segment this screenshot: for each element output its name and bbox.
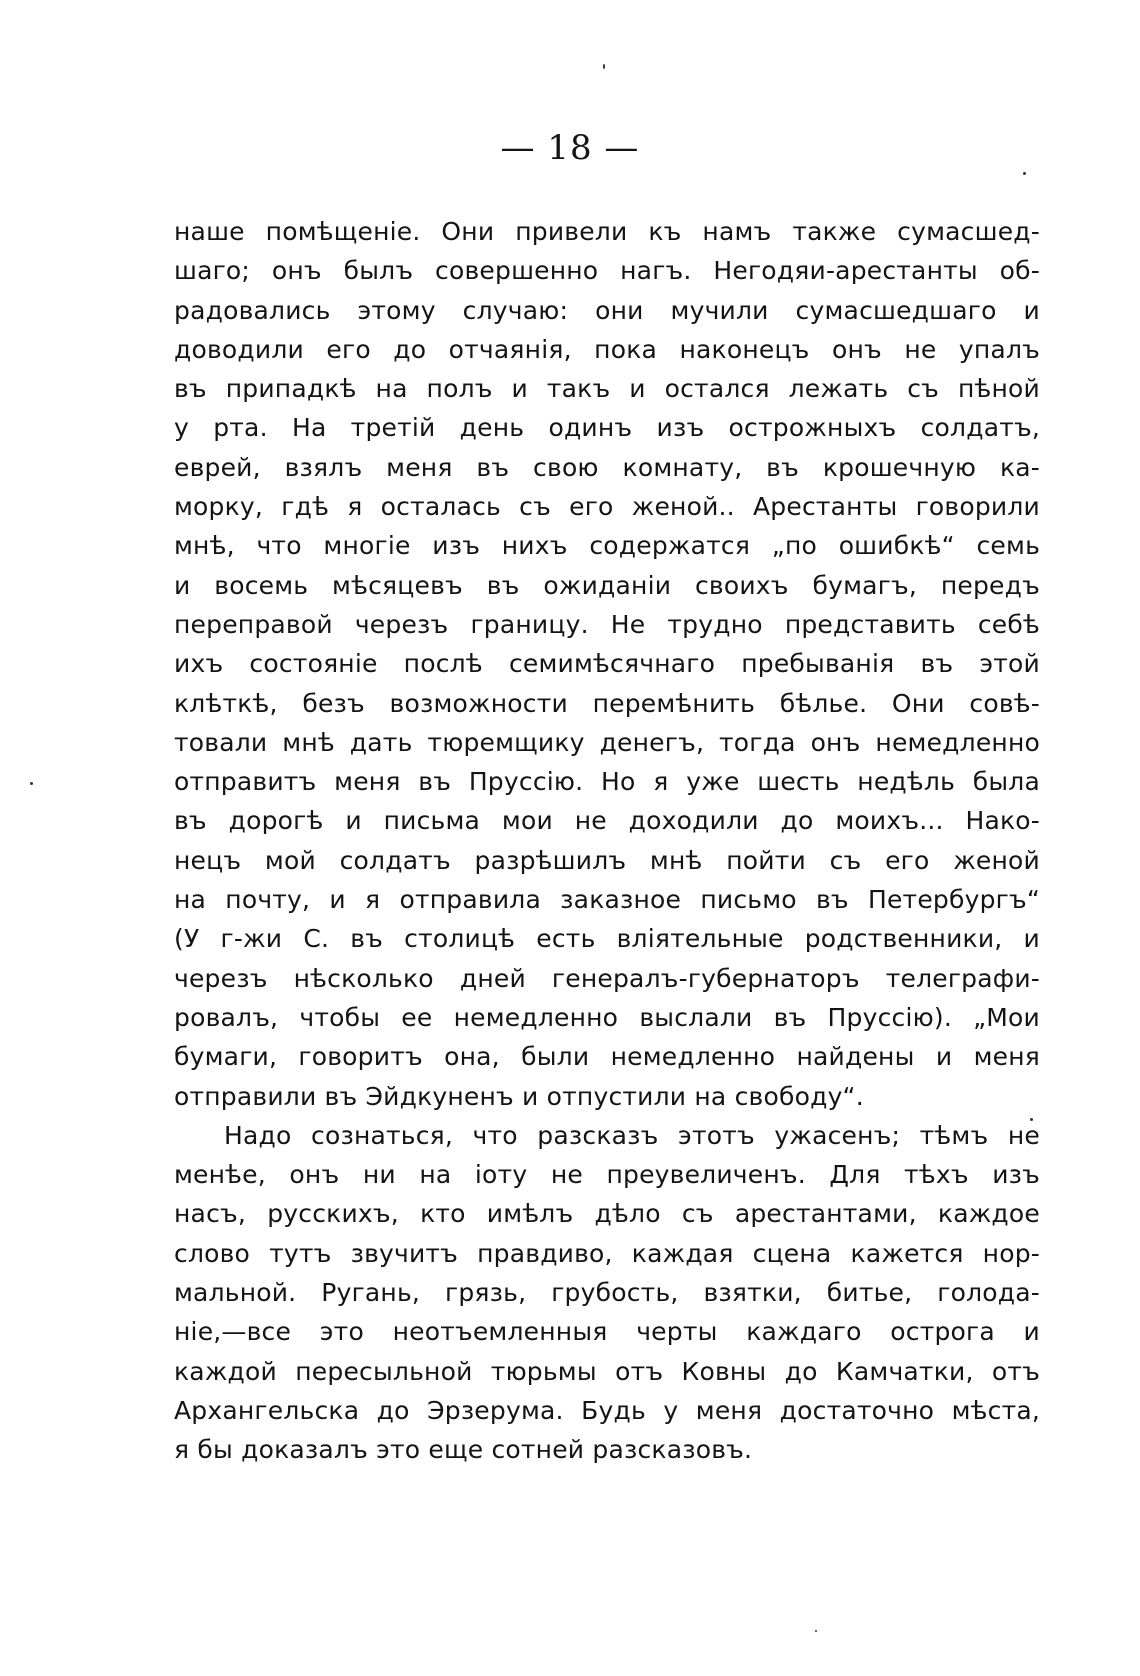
text-line: въ дорогѣ и письма мои не доходили до моихъ... Нако-: [174, 806, 1040, 836]
text-line: шаго; онъ былъ совершенно нагъ. Негодяи-арестанты об-: [174, 256, 1040, 286]
text-line: наше помѣщеніе. Они привели къ намъ также сумасшед-: [174, 217, 1040, 246]
text-line: морку, гдѣ я осталась съ его женой.. Арестанты говорили: [174, 492, 1040, 522]
scan-speck: [30, 782, 33, 785]
scan-speck: [1030, 1118, 1033, 1121]
text-line: менѣе, онъ ни на іоту не преувеличенъ. Для тѣхъ изъ: [174, 1160, 1040, 1190]
text-line: черезъ нѣсколько дней генералъ-губернаторъ телеграфи-: [174, 963, 1040, 993]
text-line: и восемь мѣсяцевъ въ ожиданіи своихъ бумагъ, передъ: [174, 570, 1040, 600]
text-line: насъ, русскихъ, кто имѣлъ дѣло съ арестантами, каждое: [174, 1199, 1040, 1229]
text-line: слово тутъ звучитъ правдиво, каждая сцена кажется нор-: [174, 1238, 1040, 1268]
text-line: (У г-жи С. въ столицѣ есть вліятельные родственники, и: [174, 924, 1040, 954]
paragraph: [174, 212, 1040, 1116]
text-line: Надо сознаться, что разсказъ этотъ ужасенъ; тѣмъ не: [224, 1120, 1040, 1150]
text-line: радовались этому случаю: они мучили сумасшедшаго и: [174, 295, 1040, 325]
text-line: на почту, и я отправила заказное письмо въ Петербургъ“: [174, 885, 1040, 915]
text-line: ровалъ, чтобы ее немедленно выслали въ Пруссію). „Мои: [174, 1002, 1040, 1032]
paragraph: [174, 1116, 1040, 1470]
text-line: мальной. Ругань, грязь, грубость, взятки, битье, голода-: [174, 1278, 1040, 1308]
text-line: клѣткѣ, безъ возможности перемѣнить бѣлье. Они совѣ-: [174, 688, 1040, 718]
text-line: товали мнѣ дать тюремщику денегъ, тогда онъ немедленно: [174, 727, 1040, 757]
body-text: [174, 212, 1040, 1470]
text-line: мнѣ, что многіе изъ нихъ содержатся „по ошибкѣ“ семь: [174, 531, 1040, 561]
text-line: въ припадкѣ на полъ и такъ и остался лежать съ пѣной: [174, 374, 1040, 404]
page-number: — 18 —: [500, 128, 640, 168]
text-line: у рта. На третій день одинъ изъ острожныхъ солдатъ,: [174, 413, 1040, 443]
scan-speck: [603, 64, 605, 69]
text-line: бумаги, говоритъ она, были немедленно найдены и меня: [174, 1042, 1040, 1072]
text-line: доводили его до отчаянія, пока наконецъ онъ не упалъ: [174, 334, 1040, 364]
scan-speck: [1023, 172, 1026, 175]
text-line: ихъ состояніе послѣ семимѣсячнаго пребыванія въ этой: [174, 649, 1040, 679]
text-line: отправитъ меня въ Пруссію. Но я уже шесть недѣль была: [174, 767, 1040, 797]
text-line: переправой черезъ границу. Не трудно представить себѣ: [174, 609, 1040, 639]
text-line: каждой пересыльной тюрьмы отъ Ковны до Камчатки, отъ: [174, 1356, 1040, 1386]
text-line: нецъ мой солдатъ разрѣшилъ мнѣ пойти съ его женой: [174, 845, 1040, 875]
scan-speck: [815, 1630, 817, 1632]
text-line: отправили въ Эйдкуненъ и отпустили на свободу“.: [174, 1081, 864, 1111]
text-line: еврей, взялъ меня въ свою комнату, въ крошечную ка-: [174, 452, 1040, 482]
text-line: Архангельска до Эрзерума. Будь у меня достаточно мѣста,: [174, 1395, 1040, 1425]
text-line: ніе,—все это неотъемленныя черты каждаго острога и: [174, 1317, 1040, 1347]
text-line: я бы доказалъ это еще сотней разсказовъ.: [174, 1435, 753, 1465]
